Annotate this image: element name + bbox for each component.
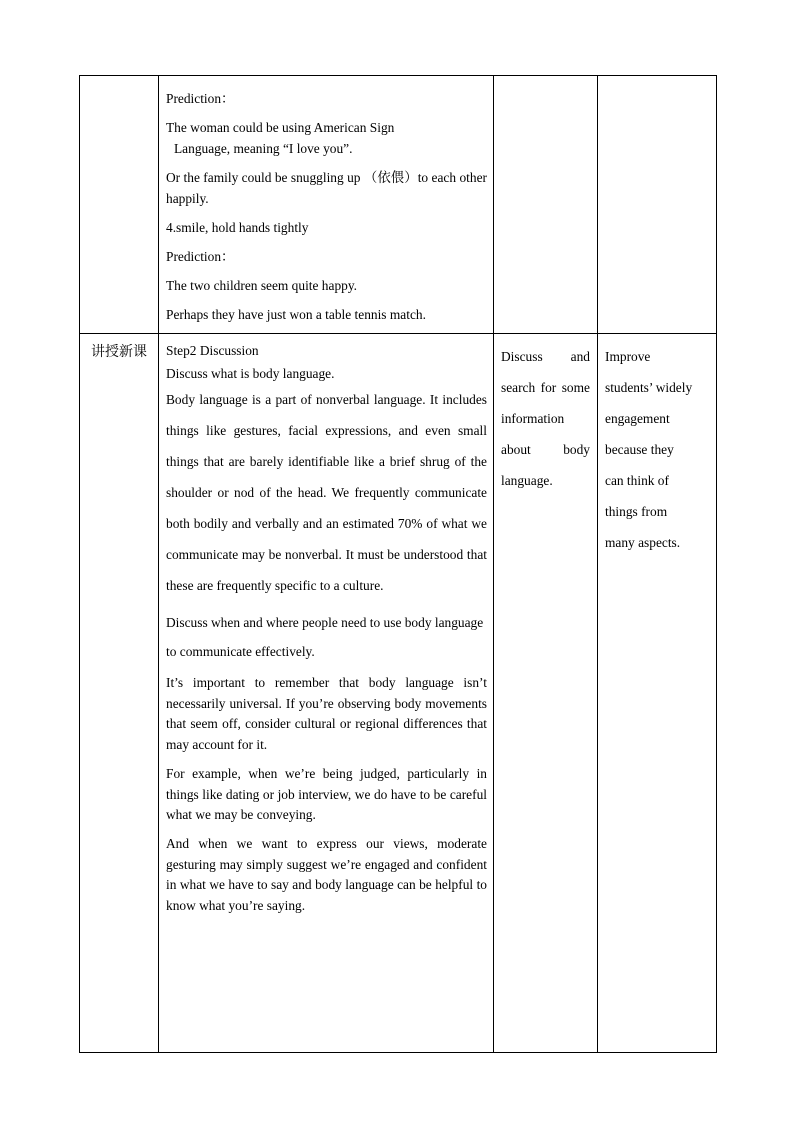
table-row: [80, 76, 717, 334]
paragraph: Body language is a part of nonverbal language. It includes things like gestures, facial expressions, and even small things that are barely identifiable like a brief shrug of the shoulder or nod of the head. We frequently communicate both bodily and verbally and an estimated 70% of what we communicate may be nonverbal. It must be understood that these are frequently specific to a culture.: [166, 392, 487, 593]
activity-cell: [494, 334, 598, 1053]
content-line: Or the family could be snuggling up （依偎）to each other happily.: [166, 170, 487, 206]
discussion-question: Discuss what is body language.: [166, 366, 335, 381]
content-line-part: The woman could be using American Sign: [166, 120, 395, 135]
discussion-question: Discuss when and where people need to use body language to communicate effectively.: [166, 615, 484, 659]
stage-cell: [80, 334, 159, 1053]
content-cell: [159, 334, 494, 1053]
table-row: [80, 334, 717, 1053]
content-line: [166, 117, 487, 159]
student-activity: Discuss and search for some information about body language.: [501, 349, 590, 488]
paragraph: And when we want to express our views, moderate gesturing may simply suggest we’re engaged and confident in what we have to say and body language can be helpful to know what you’re saying.: [166, 835, 487, 914]
content-line: Perhaps they have just won a table tennis match.: [166, 307, 426, 322]
purpose-cell-empty: [598, 76, 717, 334]
lesson-plan-table: [79, 75, 717, 1053]
stage-label: 讲授新课: [91, 344, 147, 360]
activity-cell-empty: [494, 76, 598, 334]
content-line-part: Language, meaning “I love you”.: [174, 141, 353, 156]
content-cell: [159, 76, 494, 334]
stage-cell-empty: [80, 76, 159, 334]
prediction-label: Prediction：: [166, 91, 235, 106]
content-line: The two children seem quite happy.: [166, 278, 358, 293]
prediction-label: Prediction：: [166, 249, 235, 264]
step-heading: Step2 Discussion: [166, 343, 259, 358]
paragraph: It’s important to remember that body language isn’t necessarily universal. If you’re observing body movements that seem off, consider cultural or regional differences that may account for it.: [166, 675, 487, 753]
design-purpose: Improve students’ widely engagement because they can think of things from many aspects.: [605, 349, 693, 550]
content-line: 4.smile, hold hands tightly: [166, 220, 309, 235]
paragraph: For example, when we’re being judged, particularly in things like dating or job interview, we do have to be careful what we may be conveying.: [166, 765, 487, 823]
purpose-cell: [598, 334, 717, 1053]
